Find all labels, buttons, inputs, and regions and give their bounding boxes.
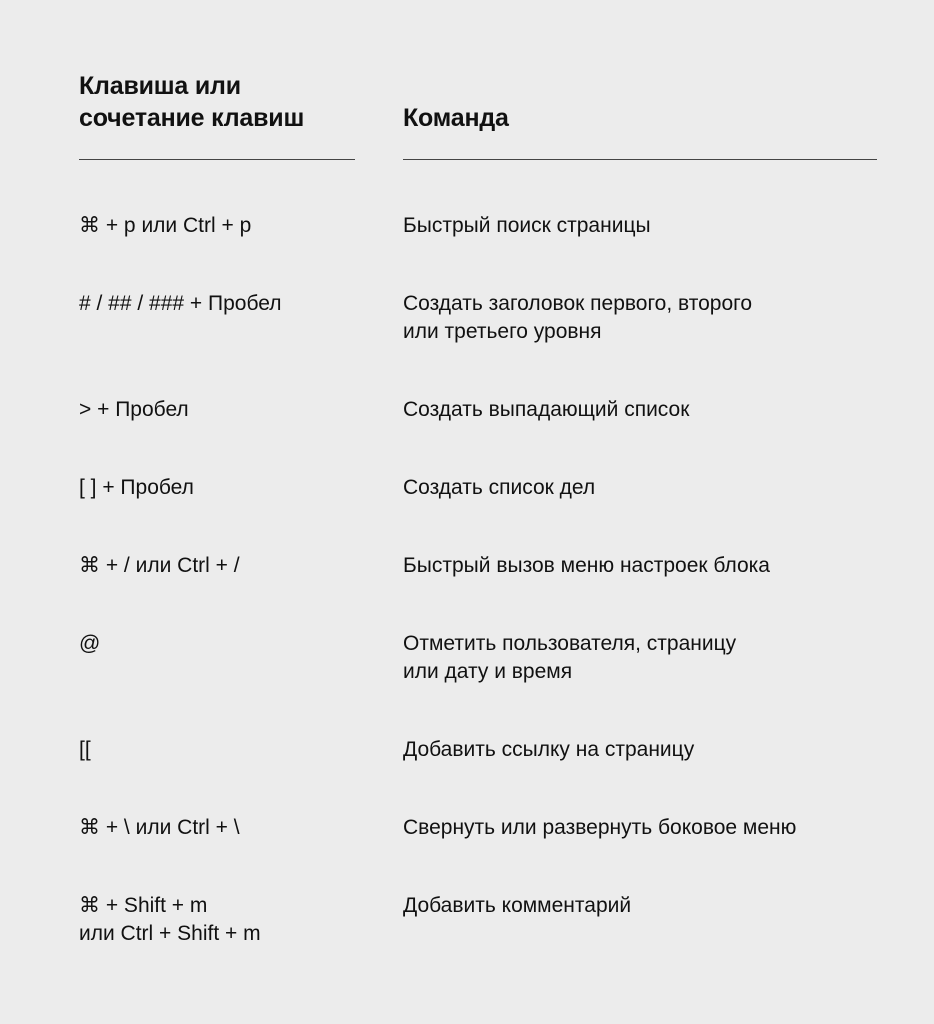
shortcut-key: [ ] + Пробел bbox=[79, 476, 194, 499]
header-divider-left bbox=[79, 159, 355, 160]
shortcut-key: ⌘ + Shift + m или Ctrl + Shift + m bbox=[79, 894, 261, 945]
shortcut-command: Свернуть или развернуть боковое меню bbox=[403, 816, 797, 839]
shortcut-command: Создать заголовок первого, второго или третьего уровня bbox=[403, 292, 753, 343]
shortcut-key: @ bbox=[79, 632, 101, 655]
shortcut-command: Отметить пользователя, страницу или дату и время bbox=[403, 632, 737, 683]
shortcut-key: [[ bbox=[79, 738, 91, 761]
shortcut-command: Быстрый поиск страницы bbox=[403, 214, 651, 237]
header-divider-right bbox=[403, 159, 877, 160]
command-column-header: Команда bbox=[403, 104, 509, 132]
shortcut-command: Добавить ссылку на страницу bbox=[403, 738, 695, 761]
shortcut-command: Быстрый вызов меню настроек блока bbox=[403, 554, 770, 577]
shortcut-key: > + Пробел bbox=[79, 398, 189, 421]
shortcut-key: ⌘ + \ или Ctrl + \ bbox=[79, 816, 240, 839]
shortcut-key: # / ## / ### + Пробел bbox=[79, 292, 282, 315]
key-column-header: Клавиша или сочетание клавиш bbox=[79, 72, 305, 132]
shortcut-command: Создать список дел bbox=[403, 476, 596, 499]
shortcut-command: Создать выпадающий список bbox=[403, 398, 690, 421]
shortcut-command: Добавить комментарий bbox=[403, 894, 632, 917]
shortcut-key: ⌘ + / или Ctrl + / bbox=[79, 554, 240, 577]
shortcut-key: ⌘ + p или Ctrl + p bbox=[79, 214, 252, 237]
